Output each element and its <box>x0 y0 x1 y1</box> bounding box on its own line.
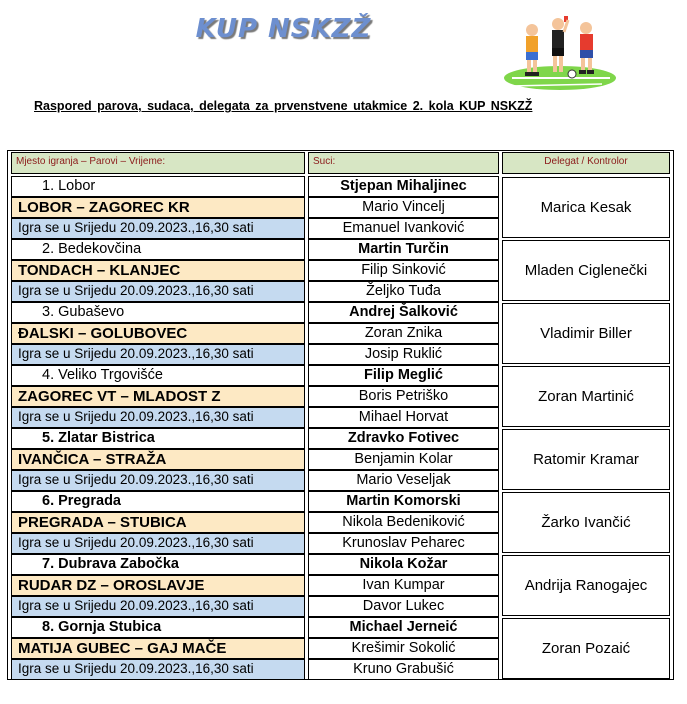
match-place: 7. Dubrava Zabočka <box>11 554 305 575</box>
match-delegate: Zoran Martinić <box>502 366 670 427</box>
match-delegate: Marica Kesak <box>502 177 670 238</box>
main-referee: Filip Meglić <box>308 365 499 386</box>
match-delegate: Andrija Ranogajec <box>502 555 670 616</box>
assistant-referee: Emanuel Ivanković <box>308 218 499 239</box>
match-pair: LOBOR – ZAGOREC KR <box>11 197 305 218</box>
match-delegate: Zoran Pozaić <box>502 618 670 679</box>
main-referee: Martin Komorski <box>308 491 499 512</box>
match-pair: RUDAR DZ – OROSLAVJE <box>11 575 305 596</box>
match-time: Igra se u Srijedu 20.09.2023.,16,30 sati <box>11 659 305 680</box>
match-delegate: Ratomir Kramar <box>502 429 670 490</box>
assistant-referee: Mihael Horvat <box>308 407 499 428</box>
header-delegate: Delegat / Kontrolor <box>502 152 670 174</box>
match-time: Igra se u Srijedu 20.09.2023.,16,30 sati <box>11 407 305 428</box>
match-pair: ĐALSKI – GOLUBOVEC <box>11 323 305 344</box>
header-location: Mjesto igranja – Parovi – Vrijeme: <box>11 152 305 174</box>
match-time: Igra se u Srijedu 20.09.2023.,16,30 sati <box>11 470 305 491</box>
assistant-referee: Mario Vincelj <box>308 197 499 218</box>
football-players-logo-icon <box>502 8 618 92</box>
main-referee: Zdravko Fotivec <box>308 428 499 449</box>
assistant-referee: Kruno Grabušić <box>308 659 499 680</box>
match-pair: IVANČICA – STRAŽA <box>11 449 305 470</box>
assistant-referee: Mario Veseljak <box>308 470 499 491</box>
assistant-referee: Ivan Kumpar <box>308 575 499 596</box>
main-referee: Michael Jerneić <box>308 617 499 638</box>
match-pair: MATIJA GUBEC – GAJ MAČE <box>11 638 305 659</box>
main-referee: Martin Turčin <box>308 239 499 260</box>
assistant-referee: Krunoslav Peharec <box>308 533 499 554</box>
match-time: Igra se u Srijedu 20.09.2023.,16,30 sati <box>11 533 305 554</box>
assistant-referee: Josip Ruklić <box>308 344 499 365</box>
schedule-subtitle: Raspored parova, sudaca, delegata za prvenstvene utakmice 2. kola KUP NSKZŽ <box>34 99 533 113</box>
match-time: Igra se u Srijedu 20.09.2023.,16,30 sati <box>11 596 305 617</box>
assistant-referee: Boris Petriško <box>308 386 499 407</box>
match-delegate: Mladen Ciglenečki <box>502 240 670 301</box>
assistant-referee: Nikola Bedeniković <box>308 512 499 533</box>
assistant-referee: Filip Sinković <box>308 260 499 281</box>
match-place: 4. Veliko Trgovišće <box>11 365 305 386</box>
assistant-referee: Krešimir Sokolić <box>308 638 499 659</box>
match-delegate: Vladimir Biller <box>502 303 670 364</box>
match-place: 1. Lobor <box>11 176 305 197</box>
page-title: KUP NSKZŽ <box>195 14 372 44</box>
assistant-referee: Davor Lukec <box>308 596 499 617</box>
assistant-referee: Benjamin Kolar <box>308 449 499 470</box>
main-referee: Stjepan Mihaljinec <box>308 176 499 197</box>
match-pair: TONDACH – KLANJEC <box>11 260 305 281</box>
main-referee: Andrej Šalković <box>308 302 499 323</box>
match-place: 5. Zlatar Bistrica <box>11 428 305 449</box>
header-referees: Suci: <box>308 152 499 174</box>
match-place: 8. Gornja Stubica <box>11 617 305 638</box>
match-place: 6. Pregrada <box>11 491 305 512</box>
match-time: Igra se u Srijedu 20.09.2023.,16,30 sati <box>11 281 305 302</box>
match-pair: ZAGOREC VT – MLADOST Z <box>11 386 305 407</box>
match-delegate: Žarko Ivančić <box>502 492 670 553</box>
match-time: Igra se u Srijedu 20.09.2023.,16,30 sati <box>11 344 305 365</box>
assistant-referee: Željko Tuđa <box>308 281 499 302</box>
match-time: Igra se u Srijedu 20.09.2023.,16,30 sati <box>11 218 305 239</box>
match-pair: PREGRADA – STUBICA <box>11 512 305 533</box>
match-place: 3. Gubaševo <box>11 302 305 323</box>
assistant-referee: Zoran Znika <box>308 323 499 344</box>
match-place: 2. Bedekovčina <box>11 239 305 260</box>
main-referee: Nikola Kožar <box>308 554 499 575</box>
